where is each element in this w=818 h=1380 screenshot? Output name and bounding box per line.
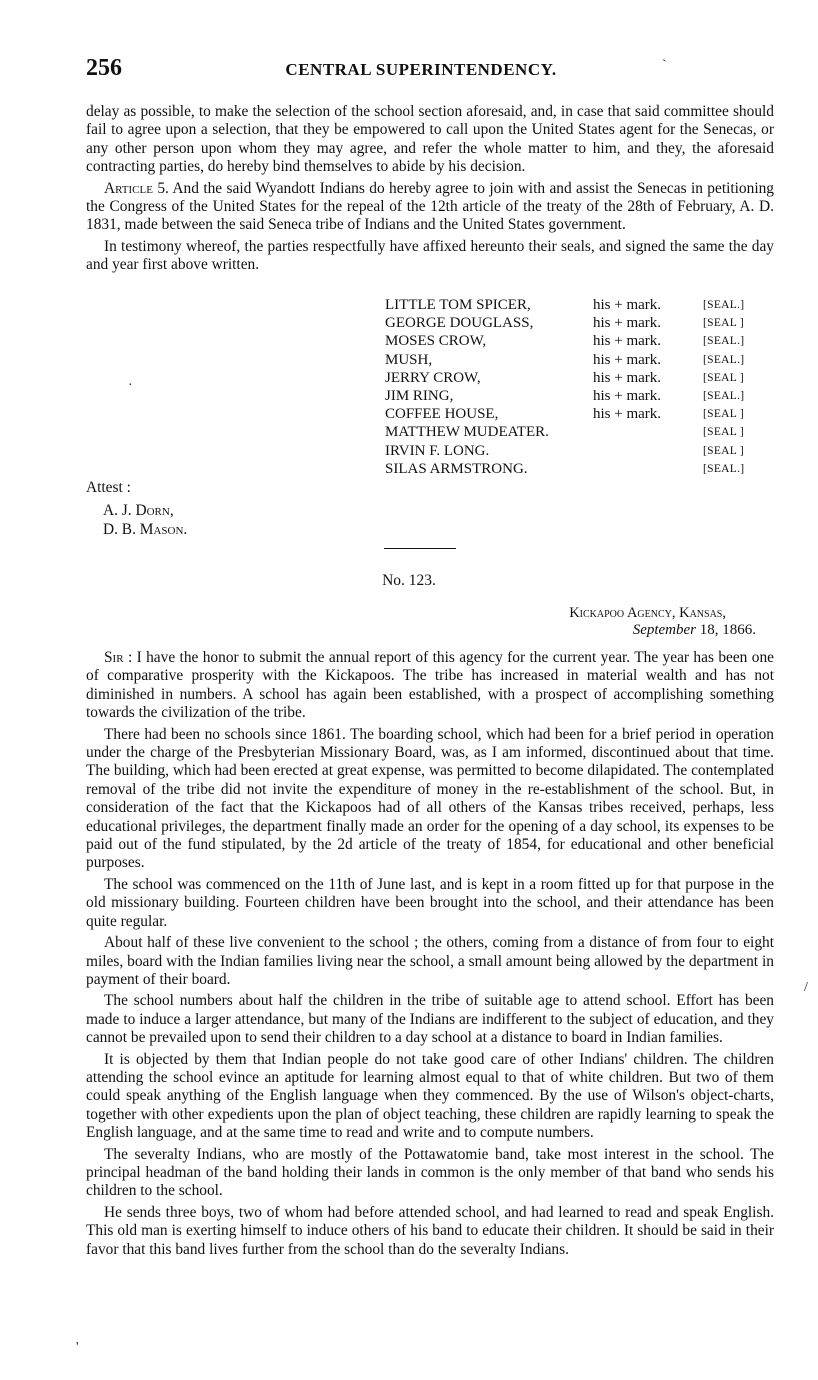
signatory-mark: his + mark. [593,297,662,313]
treaty-paragraph-3: In testimony whereof, the parties respectfully have affixed hereunto their seals, and signed the same the day and year first above written. [86,237,774,274]
seal-mark: [SEAL ] [703,426,744,439]
signatory-mark [593,442,703,460]
attest-label: Attest : [86,479,131,496]
signatory-mark: his + mark. [593,406,662,423]
signature-row [385,296,744,314]
signatory-name: COFFEE HOUSE, [385,406,499,423]
seal-mark: [SEAL.] [703,462,745,475]
signature-row [385,423,744,441]
treaty-paragraph-2 [86,180,774,235]
page-number: 256 [86,55,122,81]
signatory-mark: his + mark. [593,351,662,368]
signature-row [385,332,744,350]
print-speck: · [128,378,133,393]
signatory-mark [593,423,703,441]
signature-row [385,351,744,369]
signatory-name: MATTHEW MUDEATER. [385,424,549,441]
signatory-mark [593,460,703,478]
report-paragraph-3: The school was commenced on the 11th of June last, and is kept in a room fitted up for that purpose in the old missionary building. Fourteen children have been brought into the school, and their attendance has been quite regular. [86,875,774,930]
seal-mark: [SEAL.] [703,299,745,311]
seal-mark: [SEAL ] [703,444,744,457]
report-paragraph-6: It is objected by them that Indian people do not take good care of other Indians' children. The children attending the school evince an aptitude for learning almost equal to that of white children. But two of them could speak anything of the English language when they commenced. By the use of Wilson's object-charts, together with other expedients upon the plan of object teaching, these children are rapidly learning to speak the English language, and at the same time to read and write and to compute numbers. [86,1050,774,1142]
signature-row [385,387,744,405]
signatory-name: MOSES CROW, [385,333,487,350]
signature-row [385,369,744,387]
signature-row [385,405,744,423]
signatory-name: JIM RING, [385,388,454,405]
attest-name: A. J. Dorn, [103,502,174,519]
report-paragraph-4: About half of these live convenient to the school ; the others, coming from a distance of from four to eight miles, board with the Indian families living near the school, a small amount being allowed by the department in payment of their board. [86,934,774,988]
signatory-name: MUSH, [385,351,433,368]
dateline-agency: Kickapoo Agency, Kansas, [569,605,726,621]
signatory-mark: his + mark. [593,369,662,386]
signatory-mark: his + mark. [593,315,662,332]
seal-mark: [SEAL ] [703,317,744,330]
page-header [86,55,756,83]
dateline-day-year: 18, 1866. [696,622,756,638]
signatory-name: GEORGE DOUGLASS, [385,315,534,332]
signatory-name: JERRY CROW, [385,369,481,386]
signature-table [385,296,744,478]
signature-row [385,460,744,478]
report-paragraph-8: He sends three boys, two of whom had before attended school, and had learned to read and speak English. This old man is exerting himself to induce others of his band to educate their children. It should be said in their favor that this band lives further from the school than do the severalty Indians. [86,1203,774,1258]
attest-name: D. B. Mason. [103,521,188,538]
seal-mark: [SEAL.] [703,335,745,348]
treaty-text [86,103,774,278]
print-speck: ` [662,58,667,73]
salutation: Sir [104,649,124,666]
signatory-name: IRVIN F. LONG. [385,442,490,459]
print-speck: / [804,980,808,995]
print-speck: ' [76,1340,79,1355]
report-paragraph-2: There had been no schools since 1861. The boarding school, which had been for a brief period in operation under the charge of the Presbyterian Missionary Board, was, as I am informed, discontinued about that time. The building, which had been erected at great expense, was permitted to become dilapidated. The contemplated removal of the tribe did not invite the expenditure of money in the re-establishment of the school. But, in consideration of the fact that the Kickapoos had of all others of the Kansas tribes received, perhaps, less educational privileges, the department finally made an order for the opening of a day school, its expenses to be paid out of the fund stipulated, by the 2d article of the treaty of 1854, for educational and other beneficial purposes. [86,725,774,872]
treaty-paragraph-1: delay as possible, to make the selection of the school section aforesaid, and, in case that said committee should fail to agree upon a selection, that they be empowered to call upon the United States agent for the Senecas, or any other person upon whom they may agree, and refer the whole matter to him, and they, the aforesaid contracting parties, do hereby bind themselves to abide by his decision. [86,103,774,176]
dateline-date [633,622,756,639]
dateline-month: September [632,622,696,638]
report-paragraph-1-text: : I have the honor to submit the annual report of this agency for the current year. The year has been one of comparative prosperity with the Kickapoos. The tribe has increased in material wealth and has not diminished in numbers. A school has again been established, with a prospect of accomplishing something towards the civilization of the tribe. [86,649,774,722]
report-paragraph-1 [86,649,774,723]
seal-mark: [SEAL ] [703,371,744,384]
seal-mark: [SEAL.] [703,390,745,403]
attest-block [86,478,187,539]
running-head: CENTRAL SUPERINTENDENCY. [285,60,557,79]
seal-mark: [SEAL ] [703,408,744,421]
signatory-name: SILAS ARMSTRONG. [385,460,528,477]
report-paragraph-5: The school numbers about half the children in the tribe of suitable age to attend school. Effort has been made to induce a larger attendance, but many of the Indians are indifferent to the subject of education, and they cannot be prevailed upon to send their children to a day school at a distance to board in Indian families. [86,992,774,1047]
signature-row [385,314,744,332]
section-divider [384,548,456,549]
document-number: No. 123. [382,572,436,589]
signatory-name: LITTLE TOM SPICER, [385,297,531,313]
signatory-mark: his + mark. [593,333,662,350]
article-label: Article [104,179,153,197]
seal-mark: [SEAL.] [703,353,745,366]
signature-row [385,442,744,460]
signatory-mark: his + mark. [593,388,662,405]
article-5-text: 5. And the said Wyandott Indians do hereby agree to join with and assist the Senecas in petitioning the Congress of the United States for the repeal of the 12th article of the treaty of the 28th of February, A. D. 1831, made between the said Seneca tribe of Indians and the United States government. [86,179,774,234]
report-paragraph-7: The severalty Indians, who are mostly of the Pottawatomie band, take most interest in the school. The principal headman of the band holding their lands in common is the only member of that band who sends his children to the school. [86,1145,774,1200]
report-text [86,649,774,1262]
